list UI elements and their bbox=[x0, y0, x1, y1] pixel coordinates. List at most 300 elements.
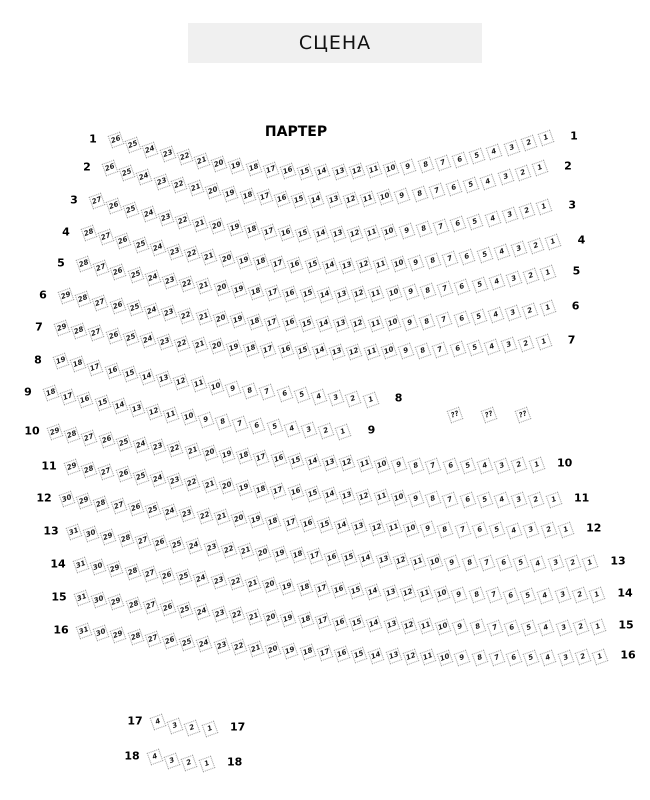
seat[interactable]: 27 bbox=[81, 429, 98, 446]
seat[interactable]: 6 bbox=[496, 555, 513, 572]
seat[interactable]: 20 bbox=[211, 155, 228, 172]
seat[interactable]: 2 bbox=[528, 237, 545, 254]
seat[interactable]: 20 bbox=[212, 311, 229, 328]
seat[interactable]: 10 bbox=[384, 315, 401, 332]
seat[interactable]: 14 bbox=[366, 616, 383, 633]
seat[interactable]: 20 bbox=[231, 510, 248, 527]
seat[interactable]: 26 bbox=[108, 132, 125, 149]
seat[interactable]: 1 bbox=[362, 392, 379, 409]
seat[interactable]: 6 bbox=[450, 216, 467, 233]
seat[interactable]: 10 bbox=[381, 224, 398, 241]
seat[interactable]: 3 bbox=[328, 390, 345, 407]
seat[interactable]: 26 bbox=[110, 263, 127, 280]
seat[interactable]: 21 bbox=[184, 443, 201, 460]
seat[interactable]: 8 bbox=[420, 282, 437, 299]
seat[interactable]: 19 bbox=[226, 220, 243, 237]
seat[interactable]: 25 bbox=[132, 468, 149, 485]
seat[interactable]: 13 bbox=[385, 648, 402, 665]
seat[interactable]: 1 bbox=[539, 300, 556, 317]
seat[interactable]: 4 bbox=[147, 749, 164, 766]
seat[interactable]: 5 bbox=[266, 419, 283, 436]
seat[interactable]: 27 bbox=[88, 325, 105, 342]
seat[interactable]: 21 bbox=[194, 152, 211, 169]
seat[interactable]: 29 bbox=[108, 594, 125, 611]
seat[interactable]: 6 bbox=[446, 180, 463, 197]
seat[interactable]: 1 bbox=[536, 199, 553, 216]
seat[interactable]: 6 bbox=[442, 458, 459, 475]
seat[interactable]: 15 bbox=[295, 225, 312, 242]
seat[interactable]: 8 bbox=[417, 157, 434, 174]
seat[interactable]: 21 bbox=[245, 576, 262, 593]
seat[interactable]: 11 bbox=[420, 649, 437, 666]
seat[interactable]: 14 bbox=[111, 398, 128, 415]
seat[interactable]: 3 bbox=[505, 305, 522, 322]
seat[interactable]: 26 bbox=[162, 633, 179, 650]
seat[interactable]: 27 bbox=[110, 498, 127, 515]
seat[interactable]: 26 bbox=[106, 197, 123, 214]
seat[interactable]: 10 bbox=[437, 649, 454, 666]
seat[interactable]: 13 bbox=[339, 257, 356, 274]
seat[interactable]: 14 bbox=[312, 226, 329, 243]
seat[interactable]: 3 bbox=[511, 492, 528, 509]
seat[interactable]: 11 bbox=[418, 618, 435, 635]
seat[interactable]: 17 bbox=[260, 341, 277, 358]
special-seat[interactable]: ?? bbox=[515, 407, 532, 424]
seat[interactable]: 5 bbox=[521, 619, 538, 636]
seat[interactable]: 15 bbox=[304, 485, 321, 502]
seat[interactable]: 6 bbox=[503, 587, 520, 604]
seat[interactable]: 28 bbox=[125, 596, 142, 613]
seat[interactable]: 10 bbox=[390, 256, 407, 273]
seat[interactable]: 29 bbox=[58, 288, 75, 305]
seat[interactable]: 16 bbox=[332, 614, 349, 631]
seat[interactable]: 5 bbox=[476, 492, 493, 509]
seat[interactable]: 29 bbox=[54, 320, 71, 337]
seat[interactable]: 27 bbox=[141, 565, 158, 582]
seat[interactable]: 17 bbox=[60, 388, 77, 405]
seat[interactable]: 16 bbox=[282, 285, 299, 302]
seat[interactable]: 11 bbox=[373, 489, 390, 506]
seat[interactable]: 6 bbox=[504, 619, 521, 636]
seat[interactable]: 7 bbox=[486, 619, 503, 636]
seat[interactable]: 19 bbox=[248, 512, 265, 529]
seat[interactable]: 19 bbox=[236, 480, 253, 497]
seat[interactable]: 5 bbox=[489, 522, 506, 539]
seat[interactable]: 10 bbox=[434, 586, 451, 603]
seat[interactable]: 4 bbox=[484, 210, 501, 227]
seat[interactable]: 11 bbox=[368, 286, 385, 303]
seat[interactable]: 9 bbox=[454, 650, 471, 667]
seat[interactable]: 8 bbox=[437, 521, 454, 538]
seat[interactable]: 13 bbox=[333, 316, 350, 333]
seat[interactable]: 11 bbox=[356, 456, 373, 473]
seat[interactable]: 20 bbox=[265, 641, 282, 658]
seat[interactable]: 19 bbox=[279, 578, 296, 595]
seat[interactable]: 14 bbox=[321, 257, 338, 274]
seat[interactable]: 21 bbox=[191, 337, 208, 354]
seat[interactable]: 14 bbox=[316, 316, 333, 333]
seat[interactable]: 28 bbox=[117, 530, 134, 547]
seat[interactable]: 5 bbox=[523, 650, 540, 667]
seat[interactable]: 9 bbox=[391, 457, 408, 474]
seat[interactable]: 2 bbox=[184, 720, 201, 737]
seat[interactable]: 9 bbox=[408, 490, 425, 507]
seat[interactable]: 22 bbox=[227, 574, 244, 591]
seat[interactable]: 24 bbox=[144, 303, 161, 320]
seat[interactable]: 23 bbox=[167, 243, 184, 260]
seat[interactable]: 8 bbox=[469, 619, 486, 636]
seat[interactable]: 25 bbox=[123, 202, 140, 219]
seat[interactable]: 3 bbox=[511, 241, 528, 258]
seat[interactable]: 20 bbox=[209, 218, 226, 235]
seat[interactable]: 4 bbox=[538, 619, 555, 636]
seat[interactable]: 5 bbox=[513, 555, 530, 572]
seat[interactable]: 2 bbox=[520, 135, 537, 152]
seat[interactable]: 19 bbox=[280, 611, 297, 628]
seat[interactable]: 27 bbox=[98, 229, 115, 246]
seat[interactable]: 19 bbox=[282, 643, 299, 660]
seat[interactable]: 22 bbox=[230, 639, 247, 656]
seat[interactable]: 2 bbox=[564, 555, 581, 572]
seat[interactable]: 28 bbox=[75, 291, 92, 308]
seat[interactable]: 12 bbox=[402, 648, 419, 665]
seat[interactable]: 7 bbox=[434, 154, 451, 171]
seat[interactable]: 7 bbox=[442, 251, 459, 268]
seat[interactable]: 29 bbox=[47, 424, 64, 441]
seat[interactable]: 9 bbox=[400, 159, 417, 176]
seat[interactable]: 1 bbox=[198, 756, 215, 773]
seat[interactable]: 16 bbox=[324, 549, 341, 566]
seat[interactable]: 22 bbox=[175, 212, 192, 229]
seat[interactable]: 3 bbox=[503, 140, 520, 157]
seat[interactable]: 5 bbox=[463, 177, 480, 194]
seat[interactable]: 4 bbox=[540, 650, 557, 667]
seat[interactable]: 18 bbox=[245, 160, 262, 177]
seat[interactable]: 12 bbox=[350, 316, 367, 333]
seat[interactable]: 6 bbox=[459, 492, 476, 509]
seat[interactable]: 4 bbox=[150, 714, 167, 731]
seat[interactable]: 2 bbox=[540, 522, 557, 539]
seat[interactable]: 9 bbox=[394, 188, 411, 205]
seat[interactable]: 30 bbox=[93, 625, 110, 642]
seat[interactable]: 16 bbox=[331, 582, 348, 599]
seat[interactable]: 22 bbox=[176, 149, 193, 166]
seat[interactable]: 30 bbox=[91, 592, 108, 609]
seat[interactable]: 13 bbox=[351, 519, 368, 536]
seat[interactable]: 9 bbox=[402, 314, 419, 331]
seat[interactable]: 13 bbox=[334, 286, 351, 303]
seat[interactable]: 2 bbox=[511, 457, 528, 474]
seat[interactable]: 14 bbox=[305, 453, 322, 470]
seat[interactable]: 2 bbox=[318, 423, 335, 440]
seat[interactable]: 16 bbox=[287, 484, 304, 501]
seat[interactable]: 11 bbox=[363, 343, 380, 360]
seat[interactable]: 6 bbox=[452, 151, 469, 168]
seat[interactable]: 31 bbox=[66, 524, 83, 541]
seat[interactable]: 17 bbox=[270, 255, 287, 272]
seat[interactable]: 17 bbox=[282, 514, 299, 531]
seat[interactable]: 4 bbox=[493, 244, 510, 261]
seat[interactable]: 20 bbox=[255, 544, 272, 561]
seat[interactable]: 19 bbox=[230, 312, 247, 329]
seat[interactable]: 22 bbox=[174, 335, 191, 352]
seat[interactable]: 18 bbox=[289, 547, 306, 564]
seat[interactable]: 15 bbox=[341, 550, 358, 567]
seat[interactable]: 13 bbox=[375, 552, 392, 569]
seat[interactable]: 1 bbox=[590, 619, 607, 636]
seat[interactable]: 4 bbox=[488, 274, 505, 291]
seat[interactable]: 6 bbox=[276, 386, 293, 403]
seat[interactable]: 17 bbox=[316, 645, 333, 662]
seat[interactable]: 13 bbox=[382, 584, 399, 601]
seat[interactable]: 22 bbox=[184, 474, 201, 491]
seat[interactable]: 9 bbox=[407, 254, 424, 271]
seat[interactable]: 3 bbox=[494, 457, 511, 474]
seat[interactable]: 21 bbox=[238, 543, 255, 560]
seat[interactable]: 17 bbox=[256, 189, 273, 206]
seat[interactable]: 23 bbox=[159, 145, 176, 162]
seat[interactable]: 21 bbox=[195, 309, 212, 326]
seat[interactable]: 29 bbox=[100, 528, 117, 545]
seat[interactable]: 3 bbox=[501, 207, 518, 224]
seat[interactable]: 29 bbox=[76, 493, 93, 510]
seat[interactable]: 24 bbox=[193, 571, 210, 588]
seat[interactable]: 24 bbox=[144, 270, 161, 287]
seat[interactable]: 13 bbox=[322, 454, 339, 471]
seat[interactable]: 16 bbox=[287, 256, 304, 273]
seat[interactable]: 21 bbox=[246, 608, 263, 625]
seat[interactable]: 5 bbox=[459, 458, 476, 475]
seat[interactable]: 11 bbox=[385, 520, 402, 537]
seat[interactable]: 18 bbox=[43, 385, 60, 402]
seat[interactable]: 15 bbox=[94, 395, 111, 412]
seat[interactable]: 19 bbox=[230, 282, 247, 299]
seat[interactable]: 25 bbox=[145, 502, 162, 519]
seat[interactable]: 3 bbox=[554, 587, 571, 604]
seat[interactable]: 6 bbox=[471, 522, 488, 539]
seat[interactable]: 25 bbox=[115, 434, 132, 451]
seat[interactable]: 11 bbox=[364, 225, 381, 242]
seat[interactable]: 1 bbox=[532, 160, 549, 177]
seat[interactable]: 3 bbox=[555, 619, 572, 636]
seat[interactable]: 19 bbox=[226, 339, 243, 356]
seat[interactable]: 8 bbox=[408, 457, 425, 474]
seat[interactable]: 4 bbox=[484, 338, 501, 355]
seat[interactable]: 8 bbox=[411, 185, 428, 202]
seat[interactable]: 28 bbox=[124, 563, 141, 580]
seat[interactable]: 4 bbox=[530, 555, 547, 572]
seat[interactable]: 7 bbox=[433, 219, 450, 236]
seat[interactable]: 15 bbox=[317, 517, 334, 534]
seat[interactable]: 13 bbox=[329, 343, 346, 360]
seat[interactable]: 6 bbox=[453, 310, 470, 327]
seat[interactable]: 8 bbox=[471, 650, 488, 667]
seat[interactable]: 12 bbox=[400, 617, 417, 634]
seat[interactable]: 12 bbox=[173, 374, 190, 391]
seat[interactable]: 21 bbox=[201, 476, 218, 493]
seat[interactable]: 9 bbox=[420, 521, 437, 538]
seat[interactable]: 14 bbox=[368, 647, 385, 664]
seat[interactable]: 13 bbox=[129, 401, 146, 418]
seat[interactable]: 8 bbox=[425, 253, 442, 270]
seat[interactable]: 9 bbox=[197, 411, 214, 428]
seat[interactable]: 14 bbox=[322, 486, 339, 503]
seat[interactable]: 9 bbox=[451, 586, 468, 603]
seat[interactable]: 1 bbox=[582, 555, 599, 572]
seat[interactable]: 5 bbox=[293, 387, 310, 404]
seat[interactable]: 1 bbox=[592, 649, 609, 666]
seat[interactable]: 28 bbox=[81, 225, 98, 242]
seat[interactable]: 23 bbox=[203, 540, 220, 557]
seat[interactable]: 3 bbox=[557, 649, 574, 666]
seat[interactable]: 9 bbox=[398, 222, 415, 239]
seat[interactable]: 6 bbox=[249, 417, 266, 434]
seat[interactable]: 7 bbox=[259, 384, 276, 401]
seat[interactable]: 9 bbox=[452, 619, 469, 636]
seat[interactable]: 27 bbox=[98, 464, 115, 481]
seat[interactable]: 26 bbox=[102, 160, 119, 177]
seat[interactable]: 31 bbox=[73, 557, 90, 574]
seat[interactable]: 24 bbox=[149, 240, 166, 257]
seat[interactable]: 15 bbox=[291, 191, 308, 208]
seat[interactable]: 6 bbox=[449, 341, 466, 358]
seat[interactable]: 10 bbox=[373, 457, 390, 474]
seat[interactable]: 16 bbox=[299, 516, 316, 533]
seat[interactable]: 1 bbox=[535, 334, 552, 351]
seat[interactable]: 4 bbox=[480, 173, 497, 190]
seat[interactable]: 9 bbox=[398, 343, 415, 360]
seat[interactable]: 18 bbox=[243, 340, 260, 357]
seat[interactable]: 26 bbox=[160, 600, 177, 617]
seat[interactable]: 20 bbox=[218, 478, 235, 495]
seat[interactable]: 22 bbox=[178, 307, 195, 324]
seat[interactable]: 18 bbox=[299, 644, 316, 661]
seat[interactable]: 27 bbox=[134, 532, 151, 549]
seat[interactable]: 25 bbox=[179, 634, 196, 651]
seat[interactable]: 16 bbox=[77, 392, 94, 409]
seat[interactable]: 19 bbox=[228, 158, 245, 175]
seat[interactable]: 22 bbox=[196, 507, 213, 524]
seat[interactable]: 3 bbox=[506, 271, 523, 288]
seat[interactable]: 2 bbox=[181, 755, 198, 772]
seat[interactable]: 15 bbox=[351, 646, 368, 663]
seat[interactable]: 19 bbox=[53, 353, 70, 370]
seat[interactable]: 26 bbox=[115, 466, 132, 483]
seat[interactable]: 26 bbox=[159, 567, 176, 584]
seat[interactable]: 20 bbox=[205, 183, 222, 200]
seat[interactable]: 15 bbox=[287, 452, 304, 469]
seat[interactable]: 8 bbox=[419, 313, 436, 330]
seat[interactable]: 8 bbox=[425, 491, 442, 508]
seat[interactable]: 16 bbox=[277, 342, 294, 359]
seat[interactable]: 18 bbox=[265, 513, 282, 530]
seat[interactable]: 24 bbox=[194, 604, 211, 621]
seat[interactable]: 20 bbox=[263, 610, 280, 627]
seat[interactable]: 15 bbox=[304, 257, 321, 274]
seat[interactable]: 17 bbox=[262, 161, 279, 178]
seat[interactable]: 17 bbox=[313, 581, 330, 598]
seat[interactable]: 2 bbox=[519, 203, 536, 220]
seat[interactable]: 27 bbox=[92, 294, 109, 311]
seat[interactable]: 12 bbox=[146, 404, 163, 421]
seat[interactable]: 9 bbox=[225, 380, 242, 397]
seat[interactable]: 12 bbox=[347, 225, 364, 242]
seat[interactable]: 2 bbox=[345, 391, 362, 408]
seat[interactable]: 3 bbox=[497, 169, 514, 186]
seat[interactable]: 17 bbox=[314, 613, 331, 630]
seat[interactable]: 15 bbox=[299, 286, 316, 303]
seat[interactable]: 17 bbox=[87, 359, 104, 376]
seat[interactable]: 28 bbox=[71, 322, 88, 339]
seat[interactable]: 7 bbox=[478, 555, 495, 572]
seat[interactable]: 25 bbox=[177, 602, 194, 619]
seat[interactable]: 15 bbox=[121, 365, 138, 382]
seat[interactable]: 8 bbox=[461, 555, 478, 572]
seat[interactable]: 17 bbox=[253, 450, 270, 467]
seat[interactable]: 9 bbox=[402, 284, 419, 301]
seat[interactable]: 8 bbox=[468, 587, 485, 604]
seat[interactable]: 16 bbox=[334, 646, 351, 663]
seat[interactable]: 21 bbox=[196, 278, 213, 295]
seat[interactable]: 11 bbox=[366, 162, 383, 179]
seat[interactable]: 25 bbox=[122, 329, 139, 346]
seat[interactable]: 1 bbox=[540, 265, 557, 282]
seat[interactable]: 3 bbox=[301, 422, 318, 439]
seat[interactable]: 30 bbox=[90, 559, 107, 576]
seat[interactable]: 18 bbox=[253, 481, 270, 498]
seat[interactable]: 16 bbox=[104, 362, 121, 379]
seat[interactable]: 24 bbox=[140, 206, 157, 223]
seat[interactable]: 2 bbox=[528, 492, 545, 509]
seat[interactable]: 13 bbox=[339, 487, 356, 504]
seat[interactable]: 12 bbox=[392, 553, 409, 570]
seat[interactable]: 20 bbox=[201, 445, 218, 462]
seat[interactable]: 21 bbox=[201, 248, 218, 265]
seat[interactable]: 2 bbox=[571, 587, 588, 604]
seat[interactable]: 24 bbox=[136, 169, 153, 186]
seat[interactable]: 18 bbox=[243, 222, 260, 239]
seat[interactable]: 8 bbox=[415, 221, 432, 238]
seat[interactable]: 18 bbox=[297, 612, 314, 629]
seat[interactable]: 26 bbox=[127, 500, 144, 517]
seat[interactable]: 11 bbox=[163, 407, 180, 424]
seat[interactable]: 28 bbox=[81, 461, 98, 478]
seat[interactable]: 5 bbox=[476, 246, 493, 263]
seat[interactable]: 3 bbox=[523, 522, 540, 539]
seat[interactable]: 16 bbox=[274, 190, 291, 207]
seat[interactable]: 16 bbox=[278, 224, 295, 241]
seat[interactable]: 21 bbox=[213, 509, 230, 526]
seat[interactable]: 12 bbox=[356, 257, 373, 274]
seat[interactable]: 4 bbox=[494, 492, 511, 509]
seat[interactable]: 30 bbox=[59, 491, 76, 508]
seat[interactable]: 13 bbox=[383, 617, 400, 634]
seat[interactable]: 21 bbox=[188, 180, 205, 197]
seat[interactable]: 2 bbox=[572, 619, 589, 636]
seat[interactable]: 25 bbox=[169, 536, 186, 553]
seat[interactable]: 15 bbox=[349, 615, 366, 632]
seat[interactable]: 6 bbox=[506, 650, 523, 667]
seat[interactable]: 23 bbox=[157, 333, 174, 350]
seat[interactable]: 15 bbox=[297, 163, 314, 180]
seat[interactable]: 16 bbox=[281, 315, 298, 332]
seat[interactable]: 7 bbox=[437, 281, 454, 298]
seat[interactable]: 9 bbox=[444, 554, 461, 571]
seat[interactable]: 14 bbox=[316, 286, 333, 303]
seat[interactable]: 11 bbox=[190, 376, 207, 393]
seat[interactable]: 14 bbox=[308, 192, 325, 209]
seat[interactable]: 14 bbox=[334, 518, 351, 535]
